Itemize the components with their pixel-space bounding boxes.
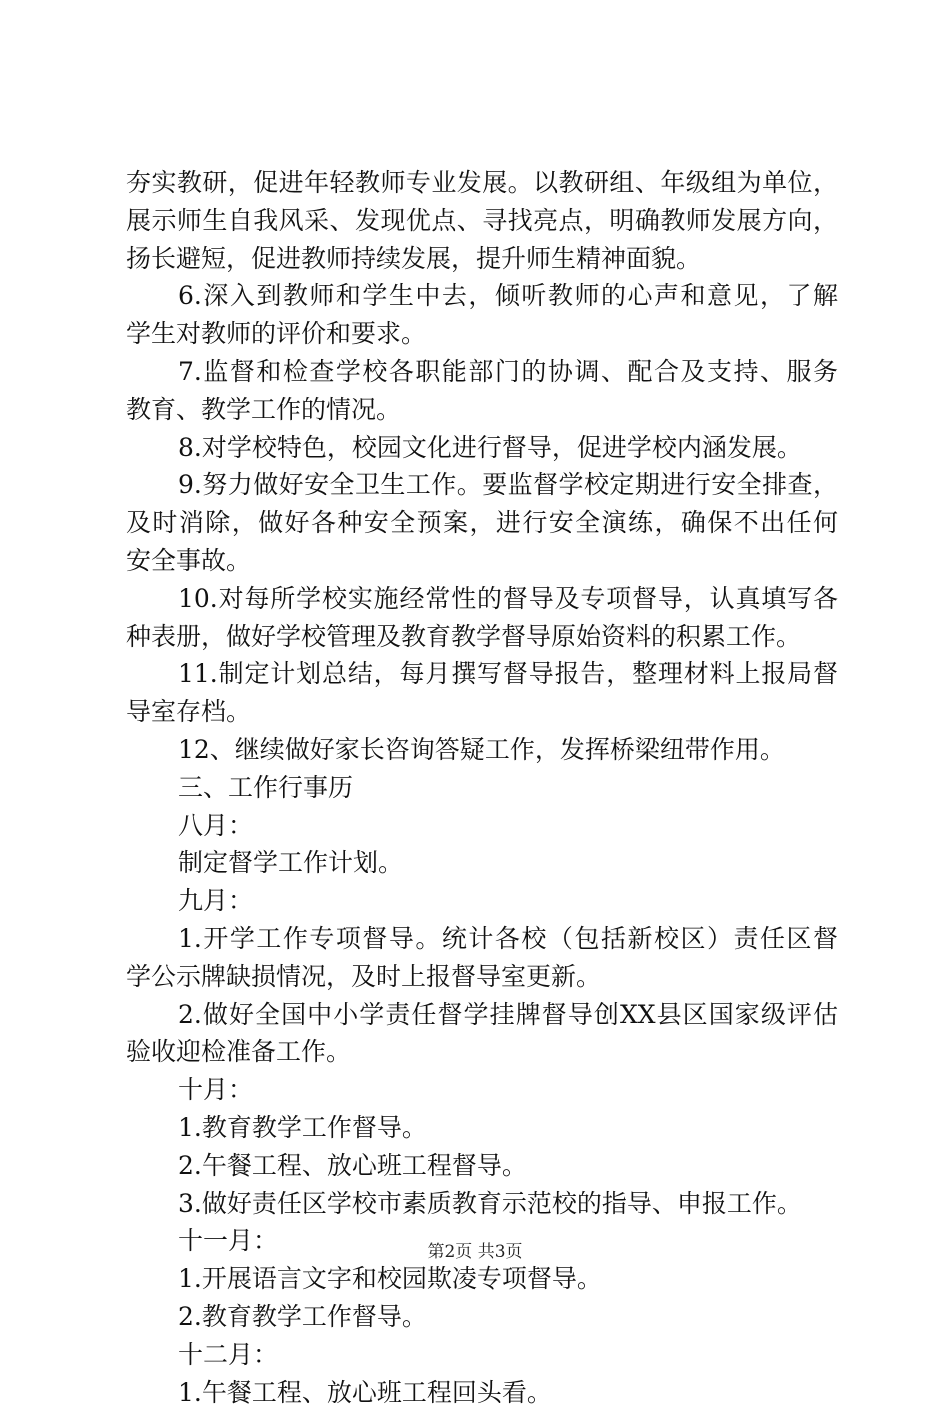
page-number-footer: 第2页 共3页	[0, 1240, 950, 1264]
text-line: 6.深入到教师和学生中去，倾听教师的心声和意见，了解	[126, 277, 838, 315]
text-line: 学公示牌缺损情况，及时上报督导室更新。	[126, 958, 838, 996]
text-line: 7.监督和检查学校各职能部门的协调、配合及支持、服务	[126, 353, 838, 391]
text-line: 夯实教研，促进年轻教师专业发展。以教研组、年级组为单位，	[126, 164, 838, 202]
text-line: 10.对每所学校实施经常性的督导及专项督导，认真填写各	[126, 580, 838, 618]
text-line: 种表册，做好学校管理及教育教学督导原始资料的积累工作。	[126, 618, 838, 656]
text-line: 安全事故。	[126, 542, 838, 580]
text-line: 2.做好全国中小学责任督学挂牌督导创XX县区国家级评估	[126, 996, 838, 1034]
text-line: 学生对教师的评价和要求。	[126, 315, 838, 353]
text-line: 扬长避短，促进教师持续发展，提升师生精神面貌。	[126, 240, 838, 278]
text-line: 9.努力做好安全卫生工作。要监督学校定期进行安全排查，	[126, 466, 838, 504]
text-line: 2.午餐工程、放心班工程督导。	[126, 1147, 838, 1185]
month-heading: 十二月：	[126, 1336, 838, 1374]
text-line: 验收迎检准备工作。	[126, 1033, 838, 1071]
text-line: 3.做好责任区学校市素质教育示范校的指导、申报工作。	[126, 1185, 838, 1223]
month-heading: 十一月：	[126, 1222, 838, 1260]
text-line: 教育、教学工作的情况。	[126, 391, 838, 429]
month-heading: 九月：	[126, 882, 838, 920]
text-line: 8.对学校特色，校园文化进行督导，促进学校内涵发展。	[126, 429, 838, 467]
document-body	[126, 164, 838, 1411]
text-line: 及时消除，做好各种安全预案，进行安全演练，确保不出任何	[126, 504, 838, 542]
text-line: 1.开展语言文字和校园欺凌专项督导。	[126, 1260, 838, 1298]
text-line: 11.制定计划总结，每月撰写督导报告，整理材料上报局督	[126, 655, 838, 693]
month-heading: 八月：	[126, 807, 838, 845]
text-line: 展示师生自我风采、发现优点、寻找亮点，明确教师发展方向，	[126, 202, 838, 240]
section-heading: 三、工作行事历	[126, 769, 838, 807]
text-line: 12、继续做好家长咨询答疑工作，发挥桥梁纽带作用。	[126, 731, 838, 769]
text-line: 1.午餐工程、放心班工程回头看。	[126, 1374, 838, 1411]
text-line: 导室存档。	[126, 693, 838, 731]
month-heading: 十月：	[126, 1071, 838, 1109]
text-line: 1.开学工作专项督导。统计各校（包括新校区）责任区督	[126, 920, 838, 958]
text-line: 1.教育教学工作督导。	[126, 1109, 838, 1147]
text-line: 2.教育教学工作督导。	[126, 1298, 838, 1336]
text-line: 制定督学工作计划。	[126, 844, 838, 882]
